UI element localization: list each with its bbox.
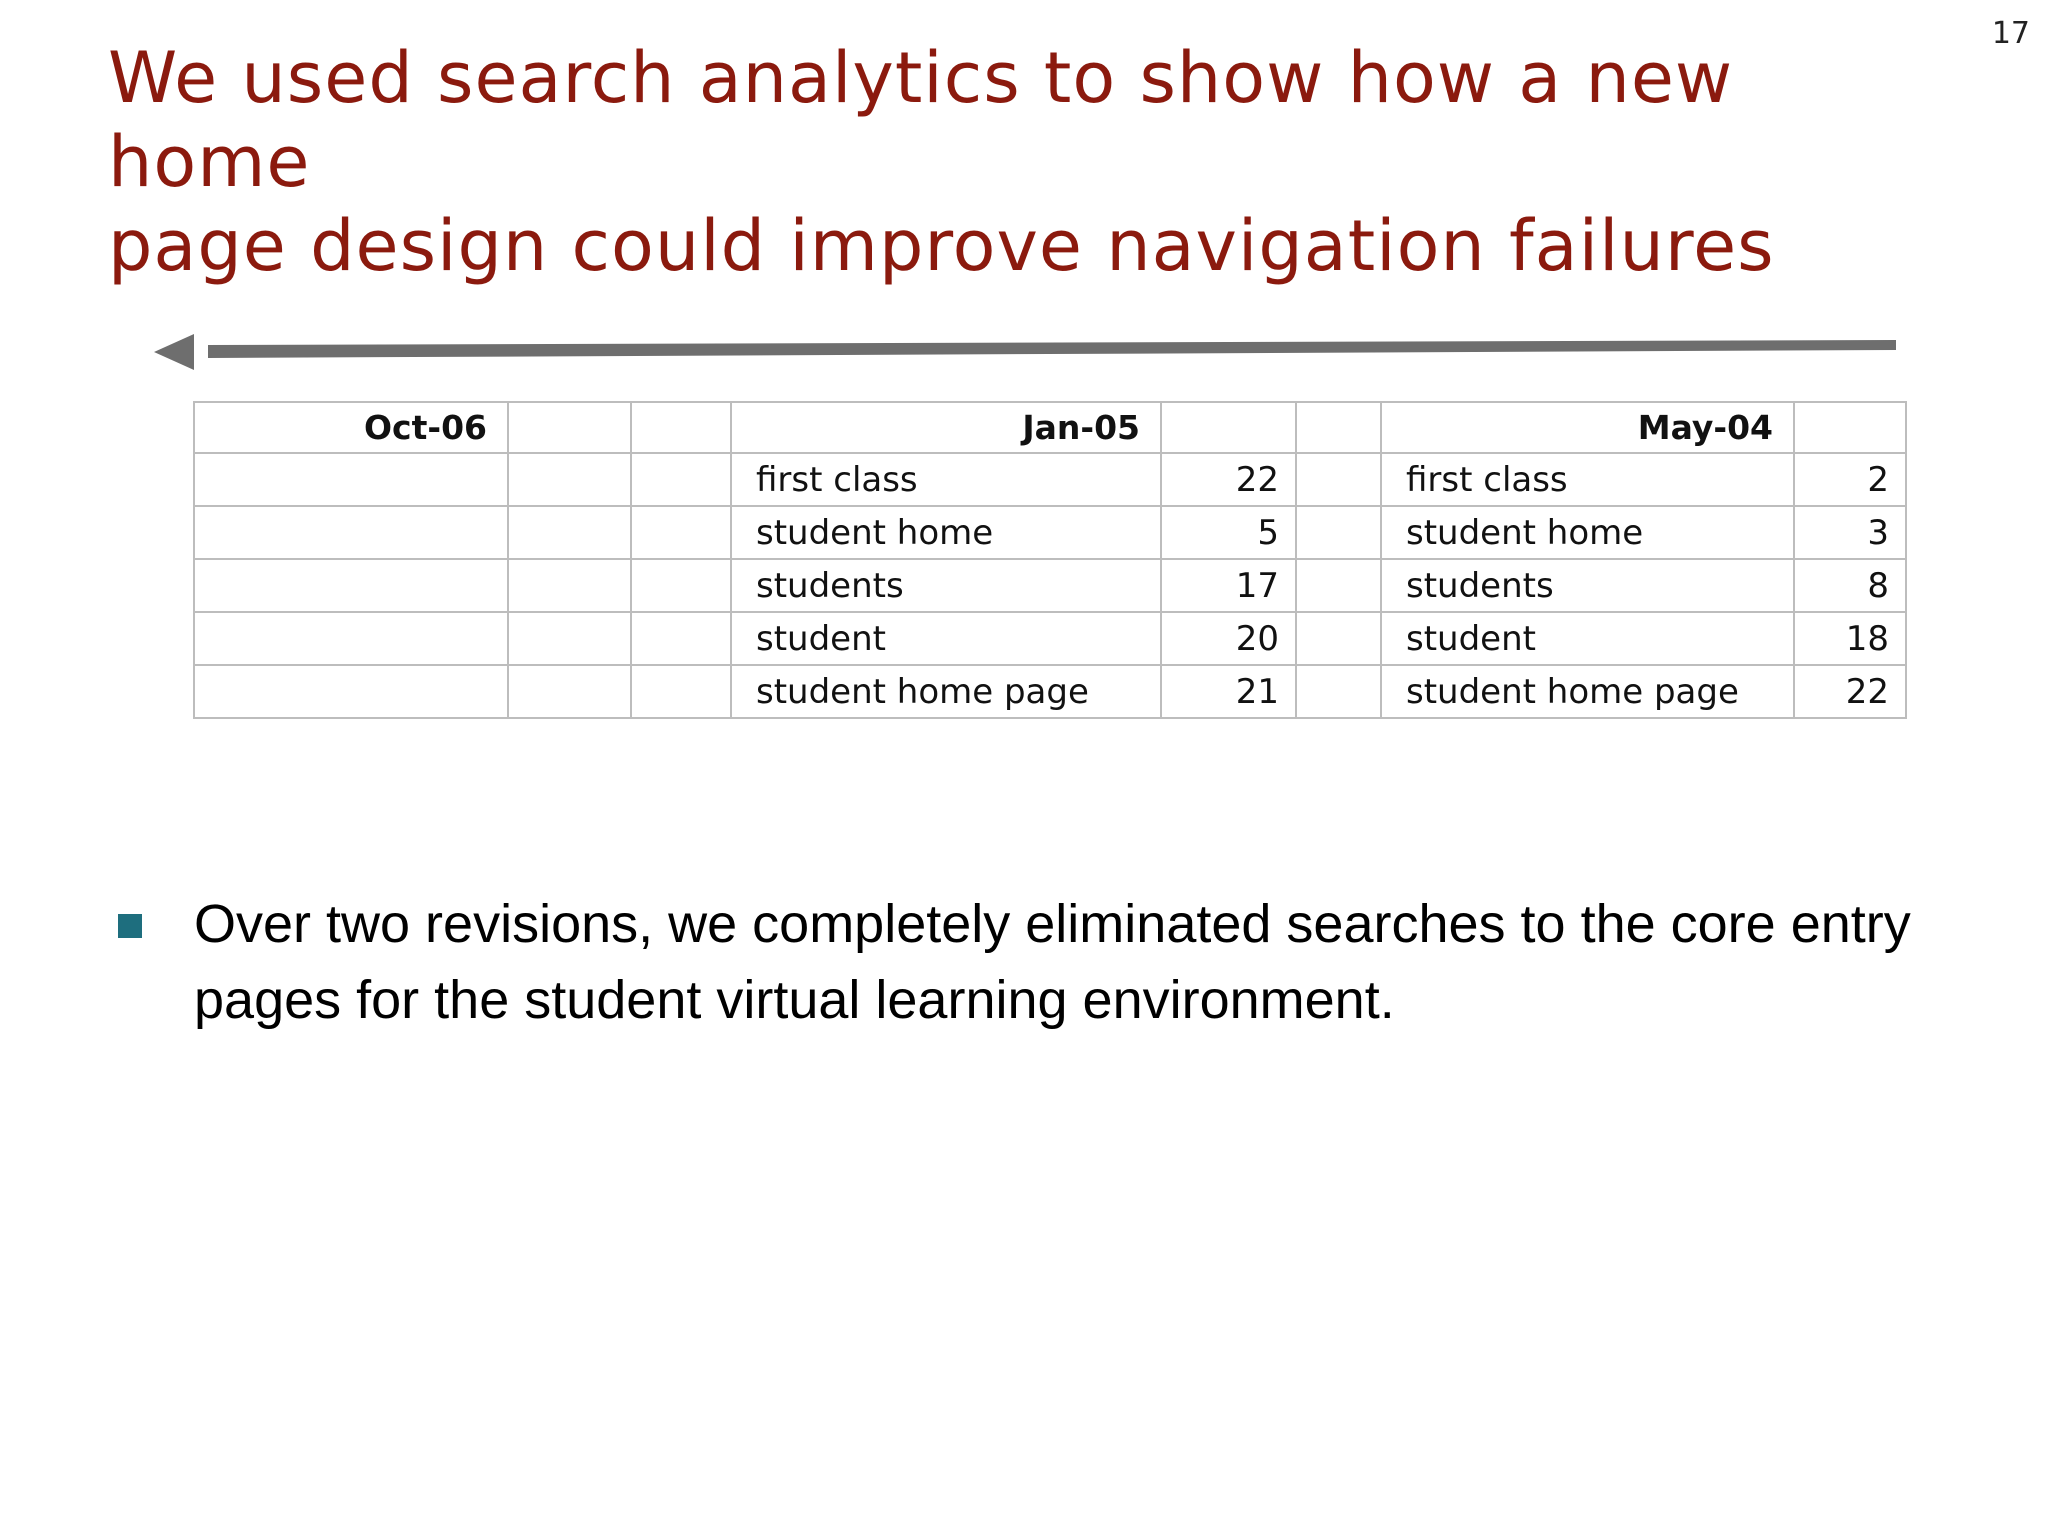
table-cell-empty: [194, 453, 508, 506]
table-row: [194, 506, 1906, 559]
table-cell-empty: [1296, 453, 1381, 506]
table-cell-empty: [1296, 559, 1381, 612]
table-cell-empty: [194, 665, 508, 718]
may-term-cell: student: [1381, 612, 1794, 665]
table-row: [194, 612, 1906, 665]
timeline-arrow-icon: [150, 328, 1910, 378]
bullet-list: [118, 886, 1918, 1038]
jan-count-cell: 21: [1161, 665, 1296, 718]
table-cell-empty: [631, 402, 731, 453]
table-cell-empty: [194, 612, 508, 665]
may-count-cell: 8: [1794, 559, 1906, 612]
table-cell-empty: [508, 559, 631, 612]
jan-term-cell: first class: [731, 453, 1161, 506]
table-cell-empty: [1296, 402, 1381, 453]
square-bullet-icon: [118, 914, 142, 938]
table-cell-empty: [1296, 665, 1381, 718]
table-cell-empty: [508, 402, 631, 453]
table-cell-empty: [1794, 402, 1906, 453]
may-count-cell: 3: [1794, 506, 1906, 559]
jan-count-cell: 17: [1161, 559, 1296, 612]
table-cell-empty: [194, 559, 508, 612]
header-oct-06: Oct-06: [194, 402, 508, 453]
may-term-cell: first class: [1381, 453, 1794, 506]
jan-term-cell: students: [731, 559, 1161, 612]
slide-title-line-2: page design could improve navigation failures: [108, 205, 1775, 287]
table-cell-empty: [508, 612, 631, 665]
jan-term-cell: student home: [731, 506, 1161, 559]
may-count-cell: 18: [1794, 612, 1906, 665]
slide-number: 17: [1991, 16, 2030, 51]
table-cell-empty: [1296, 612, 1381, 665]
table-cell-empty: [508, 665, 631, 718]
table-cell-empty: [508, 453, 631, 506]
timeline-arrow-head: [154, 334, 194, 370]
may-count-cell: 2: [1794, 453, 1906, 506]
table-row: [194, 559, 1906, 612]
header-may-04: May-04: [1381, 402, 1794, 453]
jan-count-cell: 5: [1161, 506, 1296, 559]
bullet-text: Over two revisions, we completely eliminated searches to the core entry pages for the student virtual learning environment.: [194, 894, 1911, 1030]
table-cell-empty: [631, 665, 731, 718]
table-cell-empty: [194, 506, 508, 559]
table-cell-empty: [1296, 506, 1381, 559]
timeline-arrow-shaft: [208, 340, 1896, 358]
table-cell-empty: [631, 559, 731, 612]
may-count-cell: 22: [1794, 665, 1906, 718]
table-row: [194, 453, 1906, 506]
table-header-row: [194, 402, 1906, 453]
jan-term-cell: student: [731, 612, 1161, 665]
jan-count-cell: 20: [1161, 612, 1296, 665]
slide-title-line-1: We used search analytics to show how a new home: [108, 37, 1734, 203]
jan-count-cell: 22: [1161, 453, 1296, 506]
header-jan-05: Jan-05: [731, 402, 1161, 453]
table-cell-empty: [1161, 402, 1296, 453]
table-cell-empty: [508, 506, 631, 559]
table-cell-empty: [631, 506, 731, 559]
may-term-cell: students: [1381, 559, 1794, 612]
may-term-cell: student home page: [1381, 665, 1794, 718]
search-terms-table: [193, 401, 1907, 719]
table-row: [194, 665, 1906, 718]
slide-title: [108, 36, 1928, 288]
table-cell-empty: [631, 453, 731, 506]
table-cell-empty: [631, 612, 731, 665]
jan-term-cell: student home page: [731, 665, 1161, 718]
may-term-cell: student home: [1381, 506, 1794, 559]
